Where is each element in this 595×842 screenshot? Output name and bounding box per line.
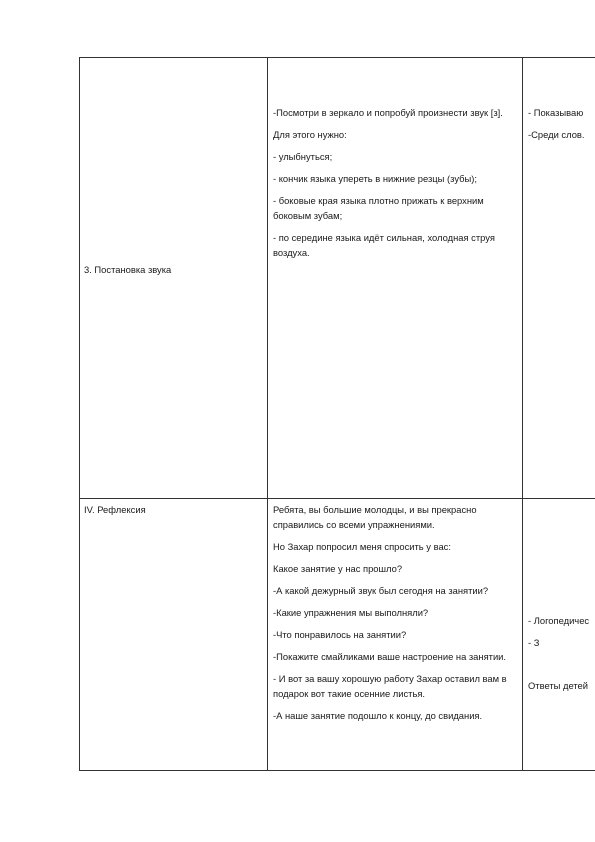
- teacher-line: - И вот за вашу хорошую работу Захар оставил вам в подарок вот такие осенние листья.: [273, 673, 507, 699]
- teacher-line: Для этого нужно:: [273, 129, 347, 140]
- row-divider: [79, 498, 595, 499]
- table-top-border: [79, 57, 595, 58]
- row2-children-cell: [528, 613, 595, 700]
- stage-label: 3. Постановка звука: [84, 264, 172, 275]
- row1-children-cell: [528, 105, 595, 149]
- teacher-line: -Посмотри в зеркало и попробуй произнести звук [з].: [273, 107, 503, 118]
- teacher-line: Но Захар попросил меня спросить у вас:: [273, 541, 451, 552]
- children-line: - Показываю: [528, 107, 584, 118]
- teacher-line: -Какие упражнения мы выполняли?: [273, 607, 429, 618]
- teacher-line: Какое занятие у нас прошло?: [273, 563, 403, 574]
- row2-teacher-cell: [273, 502, 517, 730]
- teacher-line: - боковые края языка плотно прижать к верхним боковым зубам;: [273, 195, 484, 221]
- children-line: Ответы детей: [528, 680, 589, 691]
- teacher-line: -А какой дежурный звук был сегодня на занятии?: [273, 585, 489, 596]
- table-bottom-border: [79, 770, 595, 771]
- row1-teacher-cell: [273, 105, 517, 267]
- teacher-line: Ребята, вы большие молодцы, и вы прекрасно справились со всеми упражнениями.: [273, 504, 477, 530]
- teacher-line: - кончик языка упереть в нижние резцы (зубы);: [273, 173, 477, 184]
- children-line: -Среди слов.: [528, 129, 585, 140]
- table-left-border: [79, 57, 80, 771]
- children-line: - З: [528, 637, 540, 648]
- teacher-line: - улыбнуться;: [273, 151, 333, 162]
- column-divider-1: [267, 57, 268, 771]
- row1-stage-cell: [84, 262, 262, 277]
- teacher-line: -А наше занятие подошло к концу, до свидания.: [273, 710, 483, 721]
- teacher-line: -Покажите смайликами ваше настроение на занятии.: [273, 651, 507, 662]
- teacher-line: -Что понравилось на занятии?: [273, 629, 407, 640]
- stage-label: IV. Рефлексия: [84, 504, 146, 515]
- teacher-line: - по середине языка идёт сильная, холодная струя воздуха.: [273, 232, 495, 258]
- row2-stage-cell: [84, 502, 262, 517]
- children-line: - Логопедичес: [528, 615, 590, 626]
- column-divider-2: [522, 57, 523, 771]
